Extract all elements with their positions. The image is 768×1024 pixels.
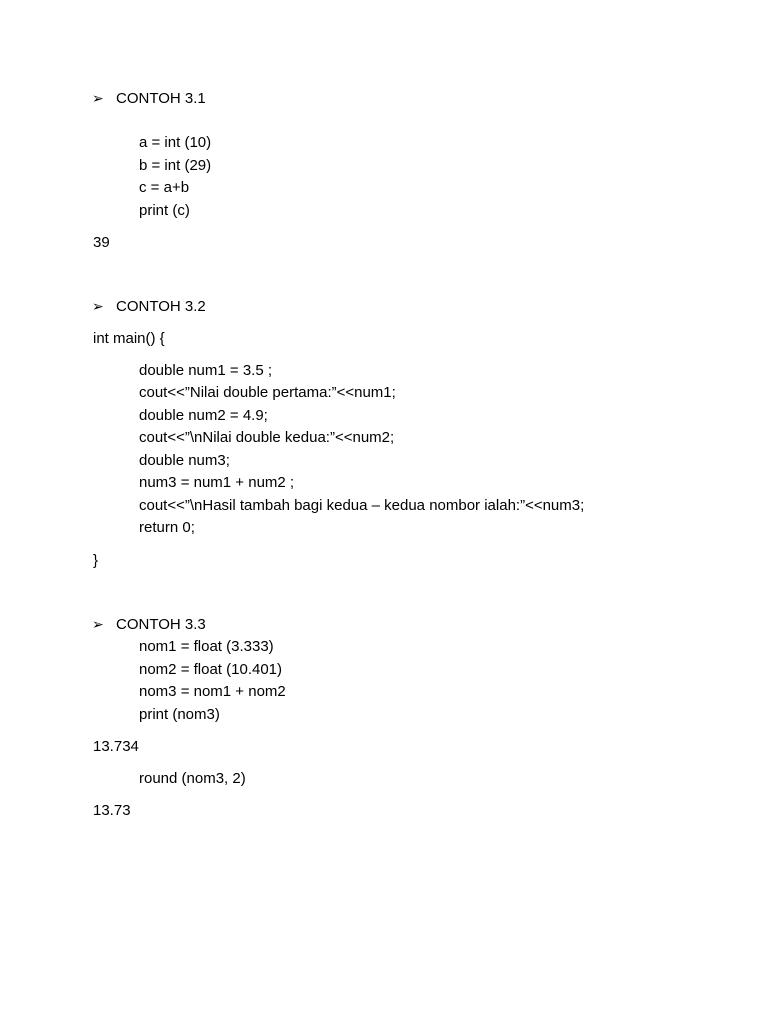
bullet-arrow-icon: ➢ [92, 90, 104, 106]
section-heading: CONTOH 3.3 [116, 616, 206, 633]
code-line: nom2 = float (10.401) [139, 661, 283, 678]
code-line: int main() { [93, 330, 165, 347]
code-line: print (nom3) [139, 706, 220, 723]
code-line: num3 = num1 + num2 ; [139, 474, 295, 491]
code-line: cout<<”\nNilai double kedua:”<<num2; [139, 429, 395, 446]
code-line: print (c) [139, 202, 190, 219]
code-line: a = int (10) [139, 134, 212, 151]
code-line: c = a+b [139, 179, 190, 196]
section-heading: CONTOH 3.1 [116, 90, 206, 107]
output-value: 39 [93, 234, 110, 251]
code-line: double num2 = 4.9; [139, 407, 268, 424]
code-line: cout<<”Nilai double pertama:”<<num1; [139, 384, 396, 401]
code-line: b = int (29) [139, 157, 212, 174]
code-line: round (nom3, 2) [139, 770, 246, 787]
code-line: nom1 = float (3.333) [139, 638, 274, 655]
output-value: 13.734 [93, 738, 139, 755]
code-line: double num3; [139, 452, 230, 469]
section-heading: CONTOH 3.2 [116, 298, 206, 315]
bullet-arrow-icon: ➢ [92, 616, 104, 632]
bullet-arrow-icon: ➢ [92, 298, 104, 314]
code-line: double num1 = 3.5 ; [139, 362, 273, 379]
code-line: return 0; [139, 519, 195, 536]
code-line: nom3 = nom1 + nom2 [139, 683, 286, 700]
output-value: 13.73 [93, 802, 131, 819]
code-line: } [93, 552, 99, 569]
code-line: cout<<”\nHasil tambah bagi kedua – kedua nombor ialah:”<<num3; [139, 497, 585, 514]
